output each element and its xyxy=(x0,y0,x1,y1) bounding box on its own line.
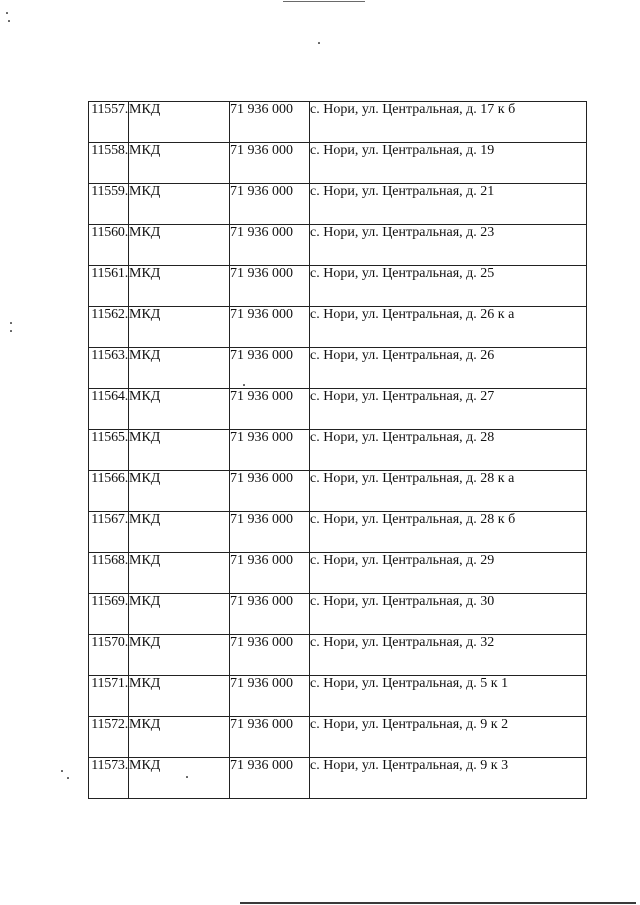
address: с. Нори, ул. Центральная, д. 17 к б xyxy=(310,102,587,143)
address: с. Нори, ул. Центральная, д. 23 xyxy=(310,225,587,266)
address: с. Нори, ул. Центральная, д. 26 к а xyxy=(310,307,587,348)
oktmo-code: 71 936 000 xyxy=(230,143,310,184)
table-row xyxy=(89,389,587,430)
oktmo-code: 71 936 000 xyxy=(230,594,310,635)
address: с. Нори, ул. Центральная, д. 30 xyxy=(310,594,587,635)
scan-speck xyxy=(318,42,320,44)
object-type: МКД xyxy=(129,594,230,635)
row-number: 11562. xyxy=(89,307,129,348)
table-row xyxy=(89,635,587,676)
row-number: 11558. xyxy=(89,143,129,184)
row-number: 11564. xyxy=(89,389,129,430)
object-type: МКД xyxy=(129,717,230,758)
oktmo-code: 71 936 000 xyxy=(230,676,310,717)
object-type: МКД xyxy=(129,553,230,594)
object-type: МКД xyxy=(129,348,230,389)
address: с. Нори, ул. Центральная, д. 9 к 3 xyxy=(310,758,587,799)
row-number: 11563. xyxy=(89,348,129,389)
oktmo-code: 71 936 000 xyxy=(230,471,310,512)
row-number: 11565. xyxy=(89,430,129,471)
oktmo-code: 71 936 000 xyxy=(230,717,310,758)
row-number: 11566. xyxy=(89,471,129,512)
oktmo-code: 71 936 000 xyxy=(230,635,310,676)
table-row xyxy=(89,758,587,799)
address: с. Нори, ул. Центральная, д. 32 xyxy=(310,635,587,676)
object-type: МКД xyxy=(129,676,230,717)
row-number: 11559. xyxy=(89,184,129,225)
scan-speck xyxy=(6,12,8,14)
object-type: МКД xyxy=(129,389,230,430)
address: с. Нори, ул. Центральная, д. 28 к б xyxy=(310,512,587,553)
row-number: 11561. xyxy=(89,266,129,307)
registry-table-body xyxy=(89,102,587,799)
address: с. Нори, ул. Центральная, д. 5 к 1 xyxy=(310,676,587,717)
oktmo-code: 71 936 000 xyxy=(230,553,310,594)
table-row xyxy=(89,143,587,184)
table-row xyxy=(89,225,587,266)
row-number: 11570. xyxy=(89,635,129,676)
scan-edge-top xyxy=(283,1,365,2)
oktmo-code: 71 936 000 xyxy=(230,184,310,225)
oktmo-code: 71 936 000 xyxy=(230,389,310,430)
scan-speck xyxy=(67,777,69,779)
row-number: 11560. xyxy=(89,225,129,266)
object-type: МКД xyxy=(129,512,230,553)
address: с. Нори, ул. Центральная, д. 27 xyxy=(310,389,587,430)
oktmo-code: 71 936 000 xyxy=(230,102,310,143)
table-row xyxy=(89,553,587,594)
table-row xyxy=(89,102,587,143)
oktmo-code: 71 936 000 xyxy=(230,266,310,307)
address: с. Нори, ул. Центральная, д. 21 xyxy=(310,184,587,225)
object-type: МКД xyxy=(129,102,230,143)
oktmo-code: 71 936 000 xyxy=(230,348,310,389)
oktmo-code: 71 936 000 xyxy=(230,225,310,266)
scan-speck xyxy=(8,20,10,22)
table-row xyxy=(89,266,587,307)
object-type: МКД xyxy=(129,307,230,348)
row-number: 11568. xyxy=(89,553,129,594)
scan-edge-bottom xyxy=(240,902,636,904)
table-row xyxy=(89,717,587,758)
address: с. Нори, ул. Центральная, д. 9 к 2 xyxy=(310,717,587,758)
object-type: МКД xyxy=(129,471,230,512)
object-type: МКД xyxy=(129,143,230,184)
table-row xyxy=(89,471,587,512)
oktmo-code: 71 936 000 xyxy=(230,430,310,471)
row-number: 11557. xyxy=(89,102,129,143)
object-type: МКД xyxy=(129,225,230,266)
address: с. Нори, ул. Центральная, д. 26 xyxy=(310,348,587,389)
row-number: 11567. xyxy=(89,512,129,553)
address: с. Нори, ул. Центральная, д. 28 xyxy=(310,430,587,471)
object-type: МКД xyxy=(129,430,230,471)
address: с. Нори, ул. Центральная, д. 25 xyxy=(310,266,587,307)
table-row xyxy=(89,676,587,717)
row-number: 11573. xyxy=(89,758,129,799)
table-row xyxy=(89,512,587,553)
object-type: МКД xyxy=(129,635,230,676)
row-number: 11572. xyxy=(89,717,129,758)
address: с. Нори, ул. Центральная, д. 19 xyxy=(310,143,587,184)
oktmo-code: 71 936 000 xyxy=(230,758,310,799)
oktmo-code: 71 936 000 xyxy=(230,307,310,348)
object-type: МКД xyxy=(129,184,230,225)
table-row xyxy=(89,348,587,389)
address: с. Нори, ул. Центральная, д. 29 xyxy=(310,553,587,594)
row-number: 11569. xyxy=(89,594,129,635)
address: с. Нори, ул. Центральная, д. 28 к а xyxy=(310,471,587,512)
table-row xyxy=(89,594,587,635)
scan-speck xyxy=(10,322,12,324)
scan-speck xyxy=(10,330,12,332)
object-type: МКД xyxy=(129,758,230,799)
oktmo-code: 71 936 000 xyxy=(230,512,310,553)
row-number: 11571. xyxy=(89,676,129,717)
table-row xyxy=(89,430,587,471)
table-row xyxy=(89,184,587,225)
registry-table xyxy=(88,101,587,799)
table-row xyxy=(89,307,587,348)
object-type: МКД xyxy=(129,266,230,307)
scan-speck xyxy=(61,770,63,772)
